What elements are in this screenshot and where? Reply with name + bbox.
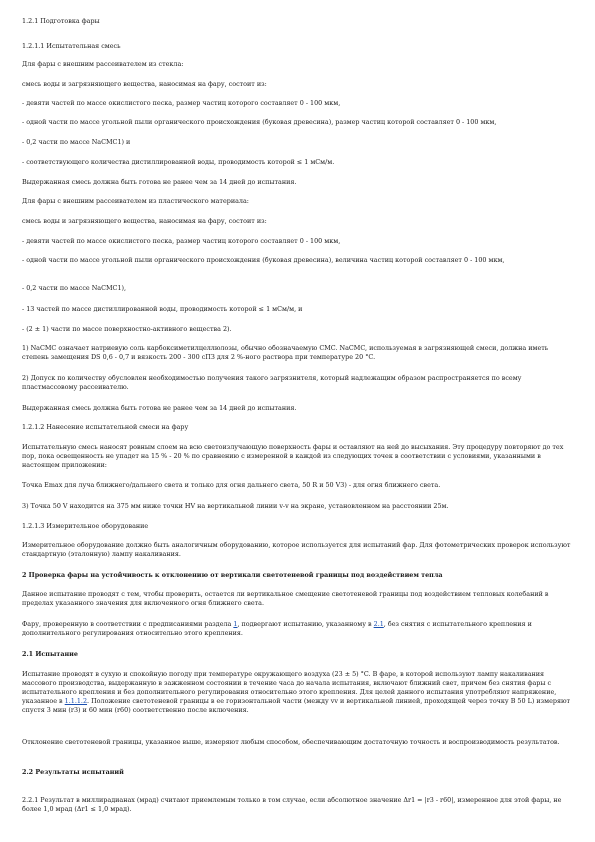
paragraph: - девяти частей по массе окислистого песка, размер частиц которого составляет 0 - 100 мкм, — [22, 99, 341, 107]
paragraph: Отклонение светотеневой границы, указанное выше, измеряют любым способом, обеспечивающим достаточную точность и воспроизводимость результатов. — [22, 738, 560, 746]
paragraph: Данное испытание проводят с тем, чтобы проверить, остается ли вертикальное смещение светотеневой границы под воздействием тепловых колебаний в пределах указанного значения для включенного огня ближнего света. — [22, 590, 549, 607]
paragraph-text: Испытание проводят в сухую и спокойную погоду при температуре окружающего воздуха (23 ± 5) °C. В фаре, в которой используют лампу накаливания массового производства, выдержанную в зажженном состоянии в течение часа до начала испытания, включают ближний свет, причем без снятия фары с испытательного крепления и без дополнительного регулирования относительно этого крепления. Для целей данного испытания употребляют напряжение, указанное в — [22, 670, 557, 705]
paragraph-text: , подвергают испытанию, указанному в — [237, 620, 374, 628]
paragraph: Измерительное оборудование должно быть аналогичным оборудованию, которое используется для испытаний фар. Для фотометрических проверок используют стандартную (эталонную) лампу накаливания. — [22, 541, 571, 558]
paragraph: - 0,2 части по массе NaCMC1), — [22, 284, 127, 292]
paragraph: Испытательную смесь наносят ровным слоем на всю светоизлучающую поверхность фары и оставляют на ней до высыхания. Эту процедуру повторяют до тех пор, пока освещенность не упадет на 15 % - 20 % по сравнению с измеренной в каждой из следующих точек в соответствии с условиями, указанными в настоящем приложении: — [22, 443, 564, 469]
paragraph: 1.2.1.2 Нанесение испытательной смеси на фару — [22, 423, 189, 431]
section-heading: 2.1 Испытание — [22, 650, 78, 658]
paragraph: смесь воды и загрязняющего вещества, наносимая на фару, состоит из: — [22, 217, 267, 225]
paragraph: Для фары с внешним рассеивателем из пластического материала: — [22, 197, 249, 205]
section-heading: 2 Проверка фары на устойчивость к отклонению от вертикали светотеневой границы под воздействием тепла — [22, 571, 443, 579]
paragraph-text: . Положение светотеневой границы в ее горизонтальной части (между vv и вертикальной линией, проходящей через точку B 50 L) измеряют спустя 3 мин (r3) и 60 мин (r60) соответственно после включения. — [22, 697, 571, 714]
paragraph: 2) Допуск по количеству обусловлен необходимостью получения такого загрязнителя, который надлежащим образом распространяется по всему пластмассовому рассеивателю. — [22, 374, 522, 391]
paragraph: - (2 ± 1) части по массе поверхностно-активного вещества 2). — [22, 325, 232, 333]
paragraph: 1.2.1.1 Испытательная смесь — [22, 42, 121, 50]
paragraph: - одной части по массе угольной пыли органического происхождения (буковая древесина), величина частиц которой составляет 0 - 100 мкм, — [22, 256, 505, 264]
paragraph: - девяти частей по массе окислистого песка, размер частиц которого составляет 0 - 100 мкм, — [22, 237, 341, 245]
section-heading: 2.2 Результаты испытаний — [22, 768, 124, 776]
paragraph: - 0,2 части по массе NaCMC1) и — [22, 138, 131, 146]
paragraph: - 13 частей по массе дистиллированной воды, проводимость которой ≤ 1 мСм/м, и — [22, 305, 303, 313]
paragraph: Выдержанная смесь должна быть готова не ранее чем за 14 дней до испытания. — [22, 178, 297, 186]
paragraph — [22, 670, 574, 715]
section-link[interactable]: 2.1 — [373, 620, 384, 628]
section-link[interactable]: 1.1.1.2 — [64, 697, 88, 705]
paragraph-text: , без снятия с испытательного крепления и дополнительного регулирования относительно этого крепления. — [22, 620, 532, 637]
paragraph-text: Фару, проверенную в соответствии с предписаниями раздела — [22, 620, 234, 628]
paragraph: 1) NaCMC означает натриевую соль карбоксиметилцеллюлозы, обычно обозначаемую CMC. NaCMC, используемая в загрязняющей смеси, должна иметь степень замещения DS 0,6 - 0,7 и вязкость 200 - 300 сПЗ для 2 %-ного раствора при температуре 20 °C. — [22, 344, 549, 361]
paragraph: Для фары с внешним рассеивателем из стекла: — [22, 60, 184, 68]
paragraph: Выдержанная смесь должна быть готова не ранее чем за 14 дней до испытания. — [22, 404, 297, 412]
paragraph: - соответствующего количества дистиллированной воды, проводимость которой ≤ 1 мСм/м. — [22, 158, 335, 166]
section-link[interactable]: 1 — [233, 620, 238, 628]
paragraph: 1.2.1 Подготовка фары — [22, 17, 100, 25]
paragraph — [22, 620, 574, 638]
paragraph: Точка Emax для луча ближнего/дальнего света и только для огня дальнего света, 50 R и 50 V3) - для огня ближнего света. — [22, 481, 441, 489]
paragraph: - одной части по массе угольной пыли органического происхождения (буковая древесина), размер частиц которой составляет 0 - 100 мкм, — [22, 118, 497, 126]
paragraph: 3) Точка 50 V находится на 375 мм ниже точки HV на вертикальной линии v-v на экране, установленном на расстоянии 25м. — [22, 502, 449, 510]
paragraph: 2.2.1 Результат в миллирадианах (мрад) считают приемлемым только в том случае, если абсолютное значение Δr1 = |r3 - r60|, измеренное для этой фары, не более 1,0 мрад (Δr1 ≤ 1,0 мрад). — [22, 796, 562, 813]
paragraph: 1.2.1.3 Измерительное оборудование — [22, 522, 149, 530]
paragraph: смесь воды и загрязняющего вещества, наносимая на фару, состоит из: — [22, 80, 267, 88]
